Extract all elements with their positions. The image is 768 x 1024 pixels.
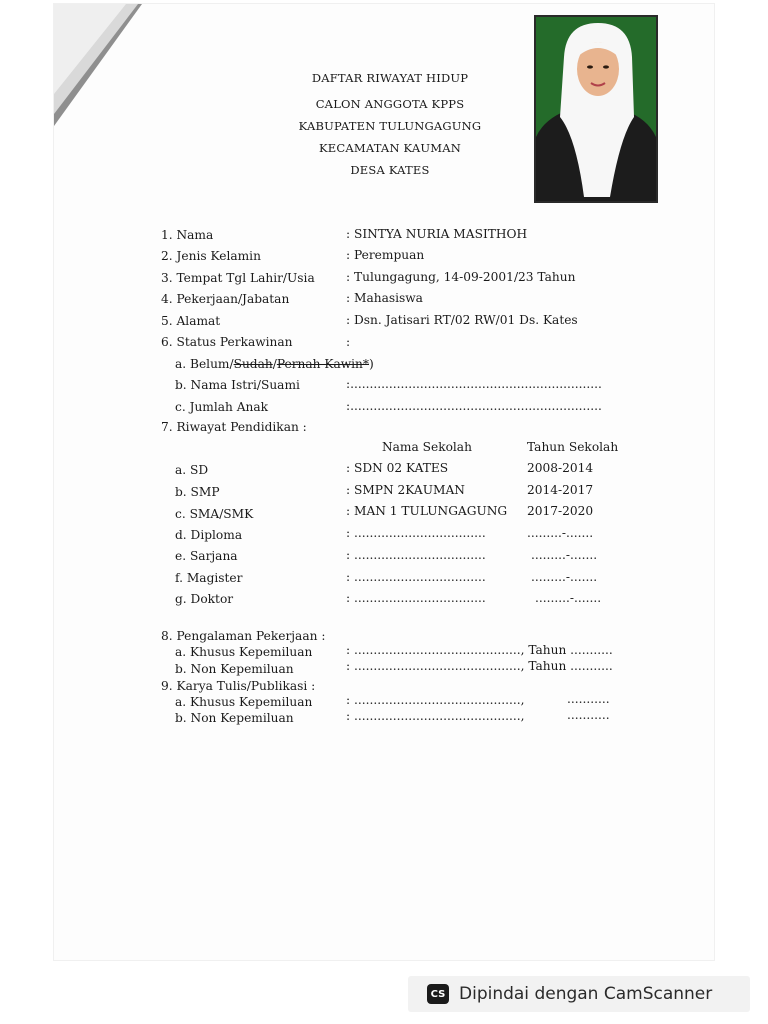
education-school-sarjana: : ..................................: [346, 548, 486, 562]
education-level-sd: a. SD: [175, 463, 209, 477]
camscanner-logo-icon: CS: [427, 984, 449, 1004]
field-value-gender: : Perempuan: [346, 248, 425, 262]
education-school-magister: : ..................................: [346, 570, 486, 584]
publications-extra-election: ...........: [567, 692, 610, 706]
marital-option-line: [175, 357, 374, 371]
field-label-name: 1. Nama: [161, 228, 214, 242]
experience-value-non-election: : ..........................................., Tahun ...........: [346, 659, 613, 673]
education-school-sma: : MAN 1 TULUNGAGUNG: [346, 504, 508, 518]
education-year-sd: 2008-2014: [527, 461, 594, 475]
field-label-address: 5. Alamat: [161, 314, 221, 328]
education-level-magister: f. Magister: [175, 571, 243, 585]
field-value-name: : SINTYA NURIA MASITHOH: [346, 227, 528, 241]
education-year-sma: 2017-2020: [527, 504, 594, 518]
education-school-doktor: : ..................................: [346, 591, 486, 605]
marital-option-pernah-struck: Pernah Kawin*: [276, 357, 370, 371]
field-label-education: 7. Riwayat Pendidikan :: [161, 420, 307, 434]
experience-label-non-election: b. Non Kepemiluan: [175, 662, 294, 676]
experience-value-election: : ..........................................., Tahun ...........: [346, 643, 613, 657]
marital-option-sudah-struck: Sudah: [233, 357, 273, 371]
education-year-sarjana: .........-.......: [531, 548, 598, 562]
publications-value-non-election: : ...........................................,: [346, 709, 525, 723]
education-level-diploma: d. Diploma: [175, 528, 243, 542]
marital-option-separator: /: [272, 357, 277, 371]
field-label-marital-status: 6. Status Perkawinan: [161, 335, 293, 349]
header-line-5: DESA KATES: [350, 163, 430, 177]
header-line-2: CALON ANGGOTA KPPS: [315, 97, 465, 111]
experience-title: 8. Pengalaman Pekerjaan :: [161, 629, 326, 643]
header-line-3: KABUPATEN TULUNGAGUNG: [298, 119, 482, 133]
education-level-sma: c. SMA/SMK: [175, 507, 254, 521]
education-school-smp: : SMPN 2KAUMAN: [346, 483, 465, 497]
field-label-occupation: 4. Pekerjaan/Jabatan: [161, 292, 290, 306]
education-year-smp: 2014-2017: [527, 483, 594, 497]
field-value-marital-status: :: [346, 335, 351, 349]
marital-option-suffix: ): [369, 357, 374, 371]
publications-value-election: : ...........................................,: [346, 693, 525, 707]
field-label-children: c. Jumlah Anak: [175, 400, 269, 414]
experience-label-election: a. Khusus Kepemiluan: [175, 645, 313, 659]
publications-title: 9. Karya Tulis/Publikasi :: [161, 679, 316, 693]
education-school-sd: : SDN 02 KATES: [346, 461, 449, 475]
field-value-birth: : Tulungagung, 14-09-2001/23 Tahun: [346, 270, 576, 284]
marital-option-belum: a. Belum/: [175, 357, 234, 371]
field-value-spouse: :.................................................................: [346, 377, 602, 391]
folded-corner-shadow: [54, 4, 154, 129]
scanner-watermark: [408, 976, 750, 1012]
publications-label-non-election: b. Non Kepemiluan: [175, 711, 294, 725]
education-level-doktor: g. Doktor: [175, 592, 234, 606]
scanner-watermark-text: Dipindai dengan CamScanner: [459, 984, 713, 1004]
education-year-doktor: .........-.......: [535, 591, 602, 605]
field-label-spouse: b. Nama Istri/Suami: [175, 378, 300, 392]
field-label-birth: 3. Tempat Tgl Lahir/Usia: [161, 271, 315, 285]
field-value-address: : Dsn. Jatisari RT/02 RW/01 Ds. Kates: [346, 313, 578, 327]
education-school-diploma: : ..................................: [346, 526, 486, 540]
education-level-sarjana: e. Sarjana: [175, 549, 238, 563]
education-year-magister: .........-.......: [531, 570, 598, 584]
publications-extra-non-election: ...........: [567, 708, 610, 722]
education-year-diploma: .........-.......: [527, 526, 594, 540]
education-col-school: Nama Sekolah: [382, 440, 472, 454]
header-title: DAFTAR RIWAYAT HIDUP: [311, 71, 469, 85]
field-label-gender: 2. Jenis Kelamin: [161, 249, 261, 263]
education-col-year: Tahun Sekolah: [527, 440, 619, 454]
education-level-smp: b. SMP: [175, 485, 220, 499]
field-value-children: :.................................................................: [346, 399, 602, 413]
publications-label-election: a. Khusus Kepemiluan: [175, 695, 313, 709]
profile-photo: [534, 15, 658, 203]
field-value-occupation: : Mahasiswa: [346, 291, 423, 305]
header-line-4: KECAMATAN KAUMAN: [318, 141, 462, 155]
